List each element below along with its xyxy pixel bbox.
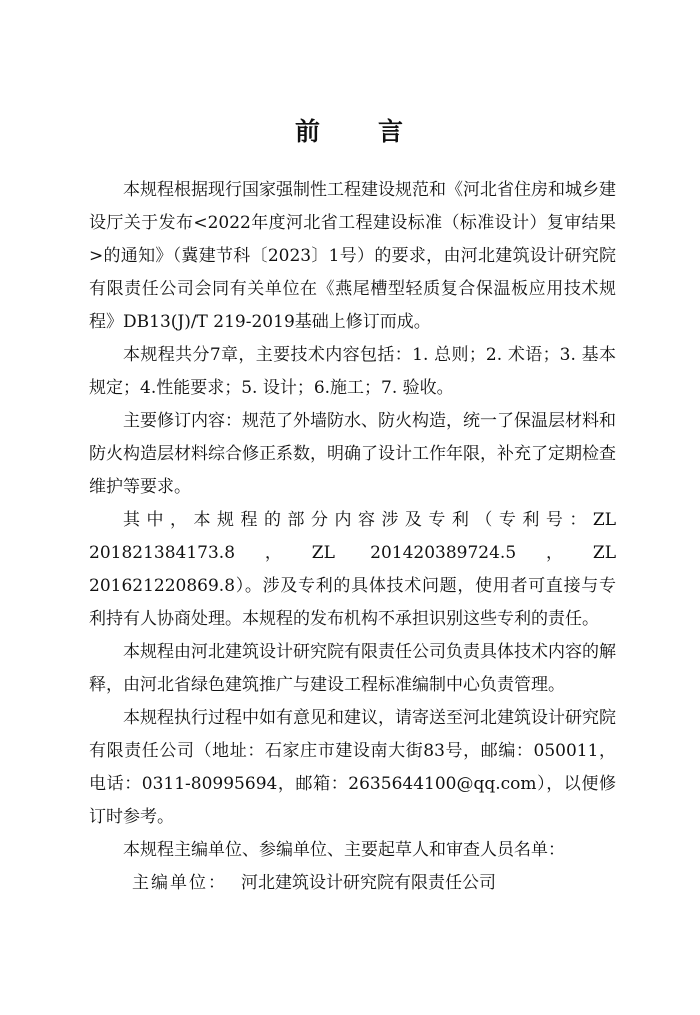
preface-body <box>89 174 616 900</box>
title-char-1: 前 <box>294 117 322 146</box>
paragraph-chapters: 本规程共分7章，主要技术内容包括：1. 总则；2. 术语；3. 基本规定；4.性能要求；5. 设计；6.施工；7. 验收。 <box>89 345 616 398</box>
paragraph-roster-intro: 本规程主编单位、参编单位、主要起草人和审查人员名单： <box>123 840 565 860</box>
paragraph-main-revisions: 主要修订内容：规范了外墙防水、防火构造，统一了保温层材料和防火构造层材料综合修正系数，明确了设计工作年限，补充了定期检查维护等要求。 <box>89 411 616 497</box>
page-title <box>0 112 700 148</box>
paragraph-feedback-contact: 本规程执行过程中如有意见和建议，请寄送至河北建筑设计研究院有限责任公司（地址：石家庄市建设南大街83号，邮编：050011，电话：0311-80995694，邮箱：2635644100@qq.com），以便修订时参考。 <box>89 708 616 827</box>
paragraph-interpretation: 本规程由河北建筑设计研究院有限责任公司负责具体技术内容的解释，由河北省绿色建筑推广与建设工程标准编制中心负责管理。 <box>89 642 616 695</box>
chief-editor-row <box>89 867 616 900</box>
paragraph-revision-basis: 本规程根据现行国家强制性工程建设规范和《河北省住房和城乡建设厅关于发布<2022年度河北省工程建设标准（标准设计）复审结果>的通知》（冀建节科〔2023〕1号）的要求，由河北建筑设计研究院有限责任公司会同有关单位在《燕尾槽型轻质复合保温板应用技术规程》DB13(J)/T 219-2019基础上修订而成。 <box>89 180 616 332</box>
chief-editor-value: 河北建筑设计研究院有限责任公司 <box>241 873 496 893</box>
paragraph-patents: 其中，本规程的部分内容涉及专利（专利号：ZL 201821384173.8，ZL 201420389724.5，ZL 201621220869.8）。涉及专利的具体技术问题，使用者可直接与专利持有人协商处理。本规程的发布机构不承担识别这些专利的责任。 <box>89 510 616 629</box>
chief-editor-label: 主编单位： <box>132 873 227 893</box>
title-char-2: 言 <box>378 117 406 146</box>
